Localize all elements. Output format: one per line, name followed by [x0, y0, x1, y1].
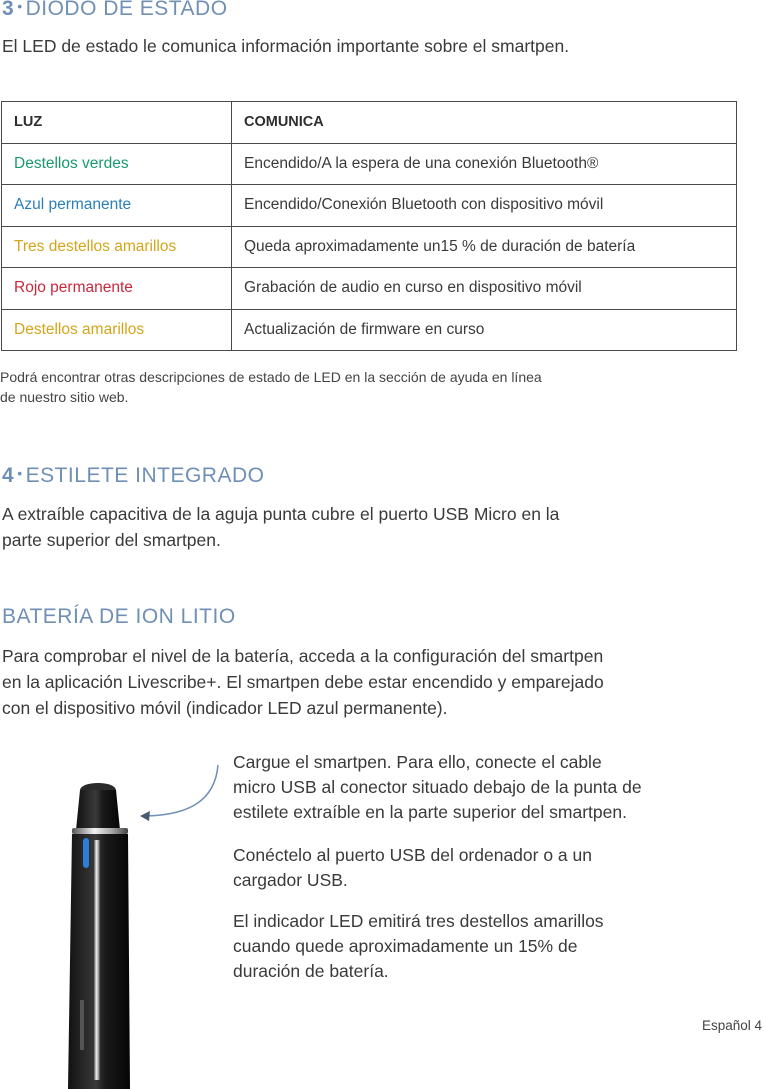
table-row	[2, 143, 737, 185]
page-number: Español 4	[701, 1018, 762, 1033]
smartpen-illustration	[50, 770, 140, 1089]
battery-heading	[2, 605, 236, 629]
table-row	[2, 268, 737, 310]
bullet-dot: •	[17, 0, 23, 14]
section-3-intro: El LED de estado le comunica información importante sobre el smartpen.	[2, 36, 570, 56]
meaning-cell: Encendido/A la espera de una conexión Bluetooth®	[232, 143, 737, 185]
section-4-text: A extraíble capacitiva de la aguja punta cubre el puerto USB Micro en la parte superior del smartpen.	[2, 504, 560, 550]
table-row	[2, 185, 737, 227]
light-cell: Destellos verdes	[2, 143, 232, 185]
bullet-dot: •	[17, 465, 23, 481]
meaning-cell: Encendido/Conexión Bluetooth con dispositivo móvil	[232, 185, 737, 227]
meaning-cell: Queda aproximadamente un15 % de duración de batería	[232, 226, 737, 268]
table-row	[2, 226, 737, 268]
table-row	[2, 309, 737, 351]
pointer-arrow	[130, 760, 230, 830]
charging-instructions-1: Cargue el smartpen. Para ello, conecte el cable micro USB al conector situado debajo de la punta de estilete extraíble en la parte superior del smartpen.	[233, 752, 642, 822]
section-title: BATERÍA DE ION LITIO	[2, 605, 236, 628]
light-cell: Azul permanente	[2, 185, 232, 227]
section-4-heading	[2, 464, 264, 488]
charging-instructions-2: Conéctelo al puerto USB del ordenador o a un cargador USB.	[233, 845, 592, 890]
header-meaning: COMUNICA	[232, 102, 737, 144]
section-number: 3	[2, 0, 15, 20]
section-title: ESTILETE INTEGRADO	[25, 464, 265, 487]
meaning-cell: Actualización de firmware en curso	[232, 309, 737, 351]
light-cell: Destellos amarillos	[2, 309, 232, 351]
section-title: DIODO DE ESTADO	[25, 0, 228, 20]
light-cell: Rojo permanente	[2, 268, 232, 310]
table-header-row	[2, 102, 737, 144]
led-status-table	[1, 101, 737, 351]
led-table-note: Podrá encontrar otras descripciones de estado de LED en la sección de ayuda en línea de nuestro sitio web.	[0, 369, 542, 405]
header-light: LUZ	[2, 102, 232, 144]
meaning-cell: Grabación de audio en curso en dispositivo móvil	[232, 268, 737, 310]
battery-text: Para comprobar el nivel de la batería, acceda a la configuración del smartpen en la aplicación Livescribe+. El smartpen debe estar encendido y emparejado con el dispositivo móvil (indicador LED azul permanente).	[2, 646, 604, 718]
section-3-heading	[2, 0, 228, 21]
charging-instructions-3: El indicador LED emitirá tres destellos amarillos cuando quede aproximadamente un 15% de duración de batería.	[233, 911, 604, 981]
light-cell: Tres destellos amarillos	[2, 226, 232, 268]
section-number: 4	[2, 464, 15, 487]
